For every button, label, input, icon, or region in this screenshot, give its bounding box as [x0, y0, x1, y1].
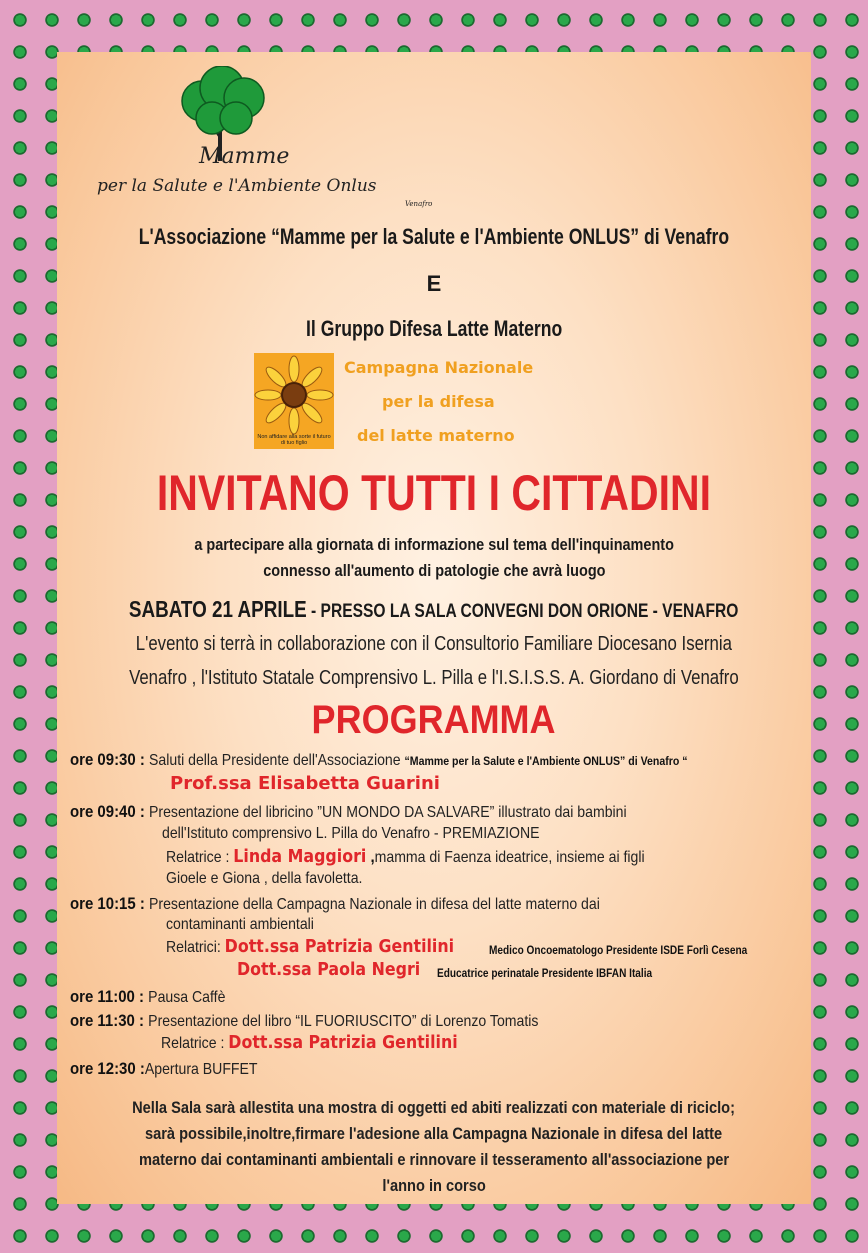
campaign-badge	[254, 353, 334, 449]
program-text: Presentazione del libricino ”UN MONDO DA SALVARE” illustrato dai bambini	[149, 804, 627, 821]
event-place: - PRESSO LA SALA CONVEGNI DON ORIONE - VENAFRO	[307, 601, 739, 622]
footer-line4-text: l'anno in corso	[382, 1176, 486, 1195]
speaker-negri	[237, 959, 445, 980]
speaker-gentilini-desc	[489, 943, 796, 957]
program-sep: :	[135, 750, 150, 769]
invite-title	[57, 464, 811, 522]
speaker-maggiori: Linda Maggiori	[233, 846, 367, 867]
organizer-2-text: Il Gruppo Difesa Latte Materno	[305, 316, 563, 341]
program-time: ore 10:15	[70, 894, 136, 913]
speaker-line-gentilini	[166, 936, 493, 957]
speaker-line-gentilini-2	[161, 1032, 498, 1053]
invite-title-text: INVITANO TUTTI I CITTADINI	[156, 465, 712, 521]
program-text-2-text: dell'Istituto comprensivo L. Pilla do Venafro - PREMIAZIONE	[162, 825, 540, 842]
invite-line2-text: connesso all'aumento di patologie che avrà luogo	[262, 561, 606, 580]
program-item-1015	[70, 894, 672, 914]
logo-sub: Venafro	[405, 200, 433, 208]
program-text: Pausa Caffè	[148, 989, 226, 1006]
collab-line1-text: L'evento si terrà in collaborazione con il Consultorio Familiare Diocesano Isernia	[135, 633, 733, 655]
programma-title-text: PROGRAMMA	[312, 698, 556, 742]
campaign-line1: Campagna Nazionale	[344, 358, 534, 377]
campaign-line3: del latte materno	[357, 426, 515, 445]
program-item-0930	[70, 750, 772, 770]
campaign-line2: per la difesa	[382, 392, 495, 411]
collab-line2-text: Venafro , l'Istituto Statale Comprensivo L. Pilla e l'I.S.I.S.S. A. Giordano di Venafro	[129, 667, 739, 689]
program-sep: :	[135, 1059, 145, 1078]
speaker-guarini: Prof.ssa Elisabetta Guarini	[170, 773, 440, 794]
program-text: Presentazione della Campagna Nazionale in difesa del latte materno dai	[149, 896, 600, 913]
speaker-line-maggiori	[166, 846, 710, 867]
program-item-1230	[70, 1059, 283, 1079]
invite-line1-text: a partecipare alla giornata di informazione sul tema dell'inquinamento	[194, 535, 674, 554]
speaker-desc-2-text: Gioele e Giona , della favoletta.	[166, 870, 363, 887]
program-text-2	[162, 825, 591, 843]
speaker-negri-text: Dott.ssa Paola Negri	[237, 959, 421, 980]
footer-line1-text: Nella Sala sarà allestita una mostra di oggetti ed abiti realizzati con materiale di riciclo;	[132, 1098, 736, 1117]
program-time: ore 09:40	[70, 802, 136, 821]
program-sep: :	[134, 987, 149, 1006]
footer-line3-text: materno dai contaminanti ambientali e rinnovare il tesseramento all'associazione per	[138, 1150, 730, 1169]
program-time: ore 09:30	[70, 750, 136, 769]
speaker-negri-desc-text: Educatrice perinatale Presidente IBFAN Italia	[437, 966, 653, 980]
collab-line1	[57, 633, 811, 656]
badge-caption: Non affidare alla sorte il futuro di tuo figlio	[257, 434, 331, 446]
speaker-gentilini: Dott.ssa Patrizia Gentilini	[224, 936, 455, 957]
programma-title	[57, 696, 811, 744]
footer-line2	[57, 1124, 811, 1144]
program-time: ore 12:30	[70, 1059, 136, 1078]
speaker-role: Relatrice :	[166, 849, 234, 866]
organizer-1-text: L'Associazione “Mamme per la Salute e l'Ambiente ONLUS” di Venafro	[138, 224, 730, 249]
program-text-2-text: contaminanti ambientali	[166, 916, 314, 933]
speaker-role: Relatrici:	[166, 939, 225, 956]
organizer-1	[57, 224, 811, 250]
poster-panel	[57, 52, 811, 1204]
speaker-gentilini-2: Dott.ssa Patrizia Gentilini	[228, 1032, 458, 1053]
program-time: ore 11:00	[70, 987, 135, 1006]
speaker-desc-2	[166, 870, 389, 888]
conjunction: E	[426, 271, 442, 296]
organizer-2	[57, 316, 811, 342]
collab-line2	[57, 667, 811, 690]
event-when-where	[57, 596, 811, 623]
association-logo	[97, 66, 467, 216]
footer-line4	[57, 1176, 811, 1196]
program-text: Presentazione del libro “IL FUORIUSCITO” di Lorenzo Tomatis	[148, 1013, 539, 1030]
logo-line2: per la Salute e l'Ambiente Onlus	[97, 176, 377, 196]
speaker-gentilini-desc-text: Medico Oncoematologo Presidente ISDE Forlì Cesena	[489, 943, 748, 957]
sunflower-icon	[254, 355, 334, 435]
program-sep: :	[135, 802, 150, 821]
event-date: SABATO 21 APRILE	[129, 596, 308, 622]
logo-line1: Mamme	[199, 144, 290, 169]
speaker-role: Relatrice :	[161, 1035, 229, 1052]
footer-line1	[57, 1098, 811, 1118]
invite-line2	[57, 561, 811, 581]
program-association-name: “Mamme per la Salute e l'Ambiente ONLUS” di Venafro “	[404, 754, 688, 768]
program-item-1130	[70, 1011, 602, 1031]
program-text: Apertura BUFFET	[144, 1061, 258, 1078]
program-sep: :	[134, 1011, 149, 1030]
speaker-negri-desc	[437, 966, 693, 980]
footer-line2-text: sarà possibile,inoltre,firmare l'adesione alla Campagna Nazionale in difesa del latte	[145, 1124, 723, 1143]
program-sep: :	[135, 894, 150, 913]
program-text: Saluti della Presidente dell'Associazione	[149, 752, 405, 769]
speaker-sep: ,	[366, 847, 375, 866]
program-item-0940	[70, 802, 703, 822]
program-time: ore 11:30	[70, 1011, 135, 1030]
speaker-desc: mamma di Faenza ideatrice, insieme ai figli	[374, 849, 645, 866]
program-text-2	[166, 916, 334, 934]
invite-line1	[57, 535, 811, 555]
footer-line3	[57, 1150, 811, 1170]
program-item-1100	[70, 987, 247, 1007]
